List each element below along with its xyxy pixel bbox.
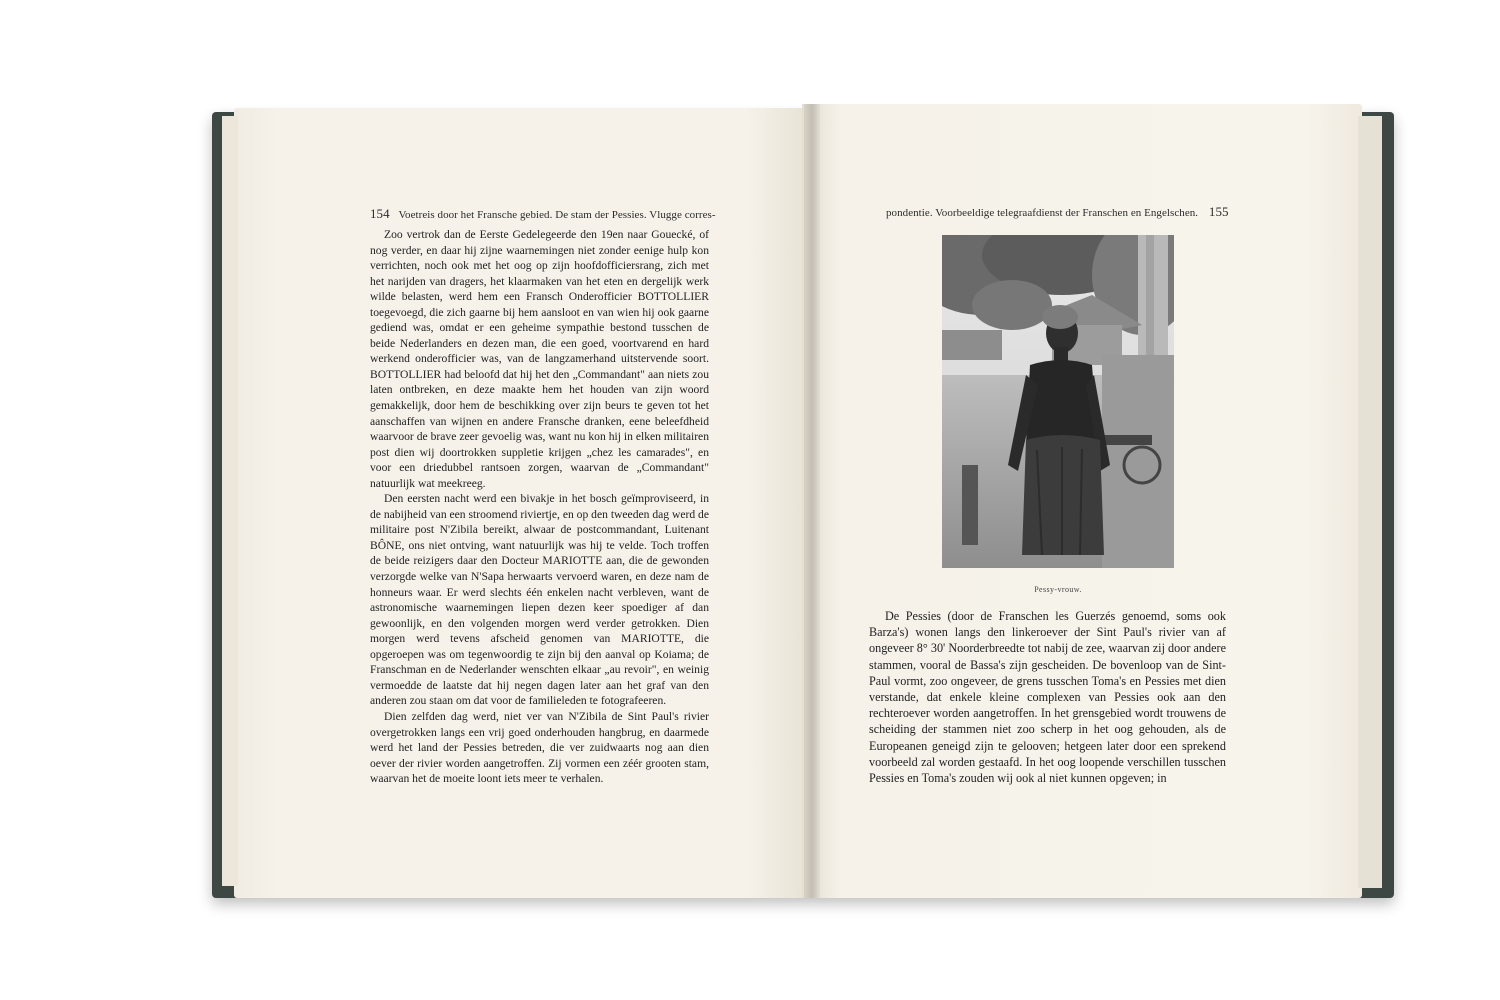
photo-caption: Pessy-vrouw. [1034, 585, 1082, 594]
left-page-edges [222, 116, 238, 886]
left-page-body [370, 227, 709, 787]
right-page-number: 155 [1208, 204, 1229, 219]
left-paragraph-3: Dien zelfden dag werd, niet ver van N'Zibila de Sint Paul's rivier overgetrokken langs een vrij goed onderhouden hangbrug, en daarmede werd het land der Pessies betreden, die ver zuidwaarts nog aan dien oever der rivier worden aangetroffen. Zij vormen een zéér grooten stam, waarvan het de moeite loont iets meer te verhalen. [370, 709, 709, 786]
book-gutter [804, 104, 820, 898]
left-running-head [370, 206, 716, 222]
right-running-head-text: pondentie. Voorbeeldige telegraafdienst der Franschen en Engelschen. [886, 207, 1199, 219]
photograph-pessy-woman [942, 235, 1174, 568]
right-paragraph-1: De Pessies (door de Franschen les Guerzés genoemd, soms ook Barza's) wonen langs den linkeroever der Sint Paul's rivier van af ongeveer 8° 30' Noorderbreedte tot nabij de zee, waarvan zij door andere stammen, vooral de Bassa's zijn gescheiden. De bovenloop van de Sint-Paul vormt, zoo ongeveer, de grens tusschen Toma's en Pessies met dien verstande, dat enkele kleine complexen van Pessies ook aan den rechteroever worden aangetroffen. In het grensgebied wordt trouwens de scheiding der stammen niet zoo scherp in het oog gehouden, als de Europeanen geneigd zijn te gelooven; hetgeen later door een sprekend voorbeeld zal worden gestaafd. In het oog loopende verschillen tusschen Pessies en Toma's zouden wij ook al niet kunnen opgeven; in [869, 609, 1226, 786]
left-page-number: 154 [370, 206, 390, 221]
right-page-edges [1358, 116, 1382, 888]
right-page-body [869, 608, 1226, 786]
left-paragraph-1: Zoo vertrok dan de Eerste Gedelegeerde den 19en naar Gouecké, of nog verder, en daar hij zijne waarnemingen niet zonder eenige hulp kon verrichten, noch ook met het oog op zijn hoofdofficiersrang, zich met het narijden van dragers, het klaarmaken van het eten en dergelijk werk wilde belasten, werd hem een Fransch Onderofficier BOTTOLLIER toegevoegd, die zich gaarne bij hem aansloot en van wien hij ook gaarne gediend was, omdat er een geheime sympathie bestond tusschen de beide Nederlanders en dezen man, die een goed, voortvarend en hard werkend onderofficier was, van de langzamerhand uitstervende soort. BOTTOLLIER had beloofd dat hij het den „Commandant" aan niets zou laten ontbreken, en deze maakte hem het houden van zijn woord gemakkelijk, door hem de beschikking over zijn beurs te geven tot het aanschaffen van wijnen en andere Fransche dranken, eene beleefdheid waarvoor de brave zeer gevoelig was, want nu kon hij in elken militairen post dien wij doortrokken suppletie krijgen „chez les camarades", en voor een driedubbel rantsoen zorgen, waarvan de „Commandant" natuurlijk wat meekreeg. [370, 228, 709, 490]
right-running-head [886, 204, 1229, 220]
left-paragraph-2: Den eersten nacht werd een bivakje in het bosch geïmproviseerd, in de nabijheid van een stroomend riviertje, en op den tweeden dag werd de militaire post N'Zibila bereikt, alwaar de postcommandant, Luitenant BÔNE, ons niet ontving, want natuurlijk was hij te velde. Toch troffen de beide reizigers daar den Docteur MARIOTTE aan, die de gewonden verzorgde welke van N'Sapa herwaarts vervoerd waren, en deze nam de honneurs waar. Er werd slechts één enkelen nacht verbleven, want de astronomische waarnemingen liepen dezen keer spoediger af dan gewoonlijk, en den volgenden morgen werd verder getrokken. Dien morgen werd tevens afscheid genomen van MARIOTTE, die opgeroepen was om tegenwoordig te zijn bij den aanval op Koiama; de Franschman en de Nederlander wenschten elkaar „au revoir", en weinig vermoedde de laatste dat hij negen dagen later aan het graf van den anderen zou staan om dat voor de familieleden te fotografeeren. [370, 492, 709, 708]
left-running-head-text: Voetreis door het Fransche gebied. De stam der Pessies. Vlugge corres- [398, 209, 716, 221]
